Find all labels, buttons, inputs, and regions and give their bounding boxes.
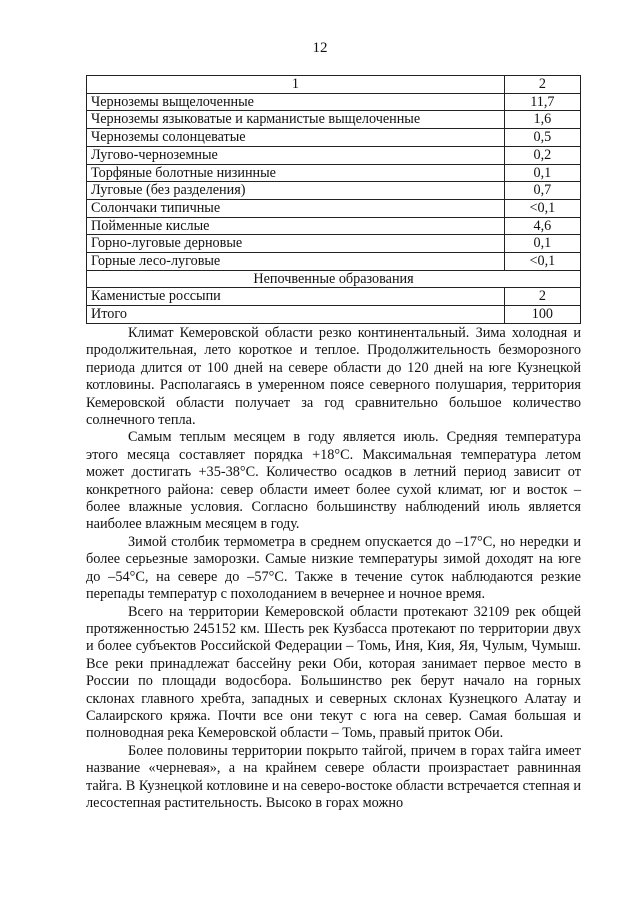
soil-name-cell: Торфяные болотные низинные — [87, 164, 505, 182]
soil-value-cell: 0,2 — [504, 146, 580, 164]
soil-name-cell: Горно-луговые дерновые — [87, 235, 505, 253]
paragraph-vegetation: Более половины территории покрыто тайгой, причем в горах тайга имеет название «черневая», а на крайнем севере области произрастает равнинная тайга. В Кузнецкой котловине и на северо-востоке области встречается степная и лесостепная растительность. Высоко в горах можно — [86, 742, 581, 811]
soil-value-cell: 1,6 — [504, 111, 580, 129]
column-header-2: 2 — [504, 76, 580, 94]
soil-name-cell: Черноземы солонцеватые — [87, 129, 505, 147]
soil-value-cell: <0,1 — [504, 253, 580, 271]
soil-value-cell: 0,1 — [504, 164, 580, 182]
soil-value-cell: 0,7 — [504, 182, 580, 200]
table-row — [87, 199, 581, 217]
table-row — [87, 235, 581, 253]
paragraph-climate: Климат Кемеровской области резко континентальный. Зима холодная и продолжительная, лето короткое и теплое. Продолжительность безморозного периода длится от 100 дней на севере области до 120 дней на юге Кузнецкой котловины. Располагаясь в умеренном поясе северного полушария, территория Кемеровской области получает за год сравнительно большое количество солнечного тепла. — [86, 325, 581, 429]
table-row — [87, 129, 581, 147]
soil-name-cell: Черноземы выщелоченные — [87, 93, 505, 111]
table-header-row — [87, 76, 581, 94]
paragraph-summer: Самым теплым месяцем в году является июль. Средняя температура этого месяца составляет порядка +18°С. Максимальная температура летом может достигать +35-38°С. Количество осадков в летний период зависит от конкретного района: север области имеет более сухой климат, юг и восток – более влажные условия. Согласно большинству наблюдений июль является наиболее влажным месяцем в году. — [86, 429, 581, 533]
soil-value-cell: 0,1 — [504, 235, 580, 253]
table-section-title: Непочвенные образования — [87, 270, 581, 288]
soil-name-cell: Пойменные кислые — [87, 217, 505, 235]
soil-area-table — [86, 75, 581, 324]
soil-value-cell: 0,5 — [504, 129, 580, 147]
table-row — [87, 111, 581, 129]
total-value-cell: 100 — [504, 306, 580, 324]
table-row — [87, 253, 581, 271]
soil-value-cell: 11,7 — [504, 93, 580, 111]
body-text — [86, 325, 581, 812]
soil-name-cell: Горные лесо-луговые — [87, 253, 505, 271]
soil-value-cell: 2 — [504, 288, 580, 306]
soil-name-cell: Черноземы языковатые и карманистые выщелоченные — [87, 111, 505, 129]
paragraph-rivers: Всего на территории Кемеровской области протекают 32109 рек общей протяженностью 245152 км. Шесть рек Кузбасса протекают по территории двух и более субъектов Российской Федерации – Томь, Иня, Кия, Яя, Чулым, Чумыш. Все реки принадлежат бассейну реки Оби, которая занимает первое место в России по площади водосбора. Большинство рек берут начало на горных склонах главного хребта, западных и северных склонах Кузнецкого Алатау и Салаирского кряжа. Почти все они текут с юга на север. Самая большая и полноводная река Кемеровской области – Томь, правый приток Оби. — [86, 603, 581, 742]
table-row — [87, 288, 581, 306]
table-row — [87, 164, 581, 182]
column-header-1: 1 — [87, 76, 505, 94]
table-row — [87, 93, 581, 111]
page-number: 12 — [312, 40, 328, 56]
soil-name-cell: Луговые (без разделения) — [87, 182, 505, 200]
table-row — [87, 146, 581, 164]
total-label-cell: Итого — [87, 306, 505, 324]
table-row — [87, 217, 581, 235]
soil-name-cell: Лугово-черноземные — [87, 146, 505, 164]
soil-name-cell: Каменистые россыпи — [87, 288, 505, 306]
soil-value-cell: 4,6 — [504, 217, 580, 235]
soil-value-cell: <0,1 — [504, 199, 580, 217]
paragraph-winter: Зимой столбик термометра в среднем опускается до –17°С, но нередки и более серьезные заморозки. Самые низкие температуры зимой доходят на юге до –54°С, на севере до –57°С. Также в течение суток наблюдаются резкие перепады температур с похолоданием в вечернее и ночное время. — [86, 533, 581, 603]
table-row — [87, 182, 581, 200]
table-total-row — [87, 306, 581, 324]
table-section-row — [87, 270, 581, 288]
soil-name-cell: Солончаки типичные — [87, 199, 505, 217]
